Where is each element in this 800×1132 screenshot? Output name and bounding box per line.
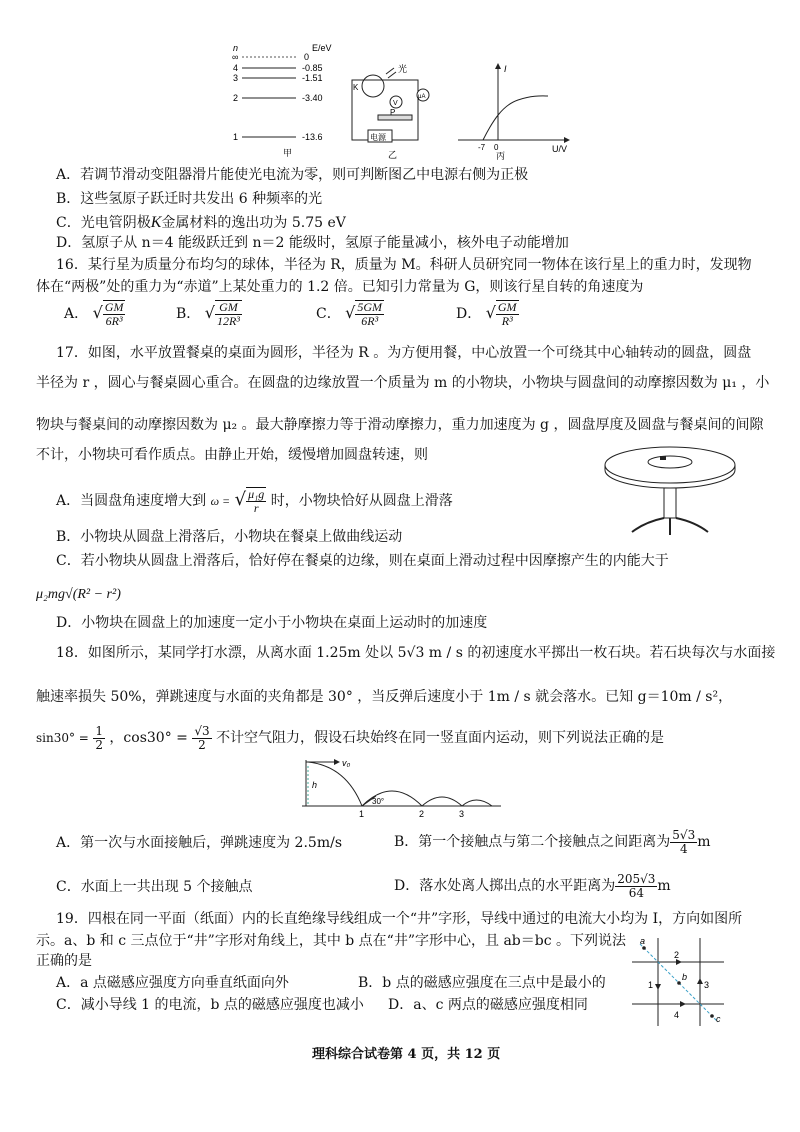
point-c-label: c (716, 1014, 721, 1024)
iu-graph-svg (448, 60, 578, 160)
level-n-3: 3 (233, 73, 239, 83)
q17-option-a: A．当圆盘角速度增大到 ω = √ $\frac{\text{μ₁g}}{r}$ 时，小物块恰好从圆盘上滑落 (56, 487, 453, 515)
q17-option-a-num: μ₁g (248, 487, 265, 501)
contact-point-2: 2 (419, 809, 425, 819)
level-n-2: 2 (233, 93, 239, 103)
iu-graph (448, 60, 578, 160)
q17-option-a-den: r (253, 501, 259, 515)
level-e-3: -1.51 (302, 73, 323, 83)
table-pedestal (664, 488, 676, 518)
q16-option-b-label: B． (176, 306, 201, 322)
light-ray-1 (386, 68, 394, 74)
q15-option-c-prefix: C．光电管阴极 (56, 215, 151, 231)
phototube (362, 75, 384, 97)
level-e-1: -13.6 (302, 132, 323, 142)
q19-stem-line3: 正确的是 (36, 953, 92, 969)
q18-stem-line3-suffix: 不计空气阻力，假设石块始终在同一竖直面内运动，则下列说法正确的是 (216, 730, 665, 746)
q19-option-b: B．b 点的磁感应强度在三点中是最小的 (358, 975, 606, 991)
q15-cathode-k: K (150, 214, 162, 231)
point-a-label: a (640, 936, 646, 946)
origin-label: 0 (494, 143, 499, 152)
n-axis-label: n (233, 43, 239, 53)
circuit-svg (348, 60, 438, 160)
slider-label: P (390, 108, 396, 117)
q18-sin30-num: 1 (95, 723, 103, 738)
q16-option-c: C． √ $\frac{5GM}{\text{6R³}}$ (316, 300, 383, 328)
q18-option-c: C．水面上一共出现 5 个接触点 (56, 879, 253, 895)
q17-option-c: C．若小物块从圆盘上滑落后，恰好停在餐桌的边缘，则在桌面上滑动过程中因摩擦产生的内能大于 (56, 553, 669, 569)
wire-3-arrow (697, 978, 703, 984)
q17-stem-line2: 半径为 r ，圆心与餐桌圆心重合。在圆盘的边缘放置一个质量为 m 的小物块，小物块与圆盘间的动摩擦因数为 μ₁ ，小 (36, 375, 770, 391)
q17-stem-line4: 不计，小物块可看作质点。由静止开始，缓慢增加圆盘转速，则 (36, 447, 428, 463)
v0-label: v₀ (342, 758, 351, 768)
q19-option-a: A．a 点磁感应强度方向垂直纸面向外 (56, 975, 289, 991)
q17-option-d: D．小物块在圆盘上的加速度一定小于小物块在桌面上运动时的加速度 (56, 615, 488, 631)
third-trajectory (422, 797, 462, 806)
i-axis-label: I (504, 64, 507, 74)
q18-sin30-den: 2 (95, 737, 103, 752)
q18-option-d-unit: m (657, 878, 671, 894)
page-footer: 理科综合试卷第 4 页，共 12 页 (312, 1047, 501, 1062)
q18-option-b-unit: m (697, 834, 711, 850)
stop-voltage-label: -7 (478, 143, 486, 152)
q18-stem-line3 (36, 720, 664, 756)
q18-sin30: sin30° = (36, 731, 89, 745)
q17-stem-line1: 17．如图，水平放置餐桌的桌面为圆形，半径为 R 。为方便用餐，中心放置一个可绕其中心轴转动的圆盘，圆盘 (56, 345, 752, 361)
q17-option-a-suffix: 时，小物块恰好从圆盘上滑落 (270, 493, 453, 509)
q16-option-d-label: D． (456, 306, 482, 322)
q18-option-d (394, 866, 671, 906)
small-block (660, 456, 666, 460)
caption-jia: 甲 (283, 148, 293, 158)
q18-cos30-den: 2 (198, 737, 206, 752)
height-label: h (312, 780, 318, 790)
q16-option-a-num: GM (104, 300, 124, 314)
q18-option-b (394, 822, 711, 862)
q17-option-a-prefix: A．当圆盘角速度增大到 (56, 493, 207, 509)
wire-4-label: 4 (674, 1010, 680, 1020)
table-svg (600, 440, 740, 540)
q16-option-b-den: 12R³ (216, 314, 240, 328)
microammeter-label: μA (418, 94, 426, 100)
fourth-trajectory (462, 800, 492, 806)
angle-label: 30° (372, 797, 385, 806)
light-ray-2 (388, 72, 396, 78)
voltmeter-label: V (393, 100, 398, 107)
wire-4-arrow (680, 1001, 686, 1007)
point-a (642, 946, 646, 950)
infinity-label: ∞ (232, 52, 239, 62)
u-axis-arrow (564, 137, 570, 143)
q15-option-c (56, 214, 346, 232)
q18-option-b-prefix: B．第一个接触点与第二个接触点之间距离为 (394, 834, 671, 850)
q16-stem-line2: 体在“两极”处的重力为“赤道”上某处重力的 1.2 倍。已知引力常量为 G，则该行星自转的角速度为 (36, 279, 644, 295)
stone-skipping-svg (296, 756, 506, 820)
q16-option-a: A． √ $\frac{GM}{\text{6R³}}$ (64, 300, 124, 328)
q19-option-d: D．a、c 两点的磁感应强度相同 (388, 997, 588, 1013)
table-leg-left (632, 518, 664, 532)
q16-option-c-label: C． (316, 306, 341, 322)
light-label: 光 (398, 64, 408, 74)
contact-point-3: 3 (459, 809, 465, 819)
i-axis-arrow (495, 63, 501, 69)
cathode-label: K (353, 83, 359, 92)
photocurrent-curve (483, 96, 548, 140)
q18-option-b-num: 5√3 (672, 827, 696, 842)
q18-option-b-den: 4 (679, 841, 688, 856)
q16-option-a-den: 6R³ (105, 314, 123, 328)
q16-option-b-num: GM (215, 301, 242, 315)
q19-option-c: C．减小导线 1 的电流，b 点的磁感应强度也减小 (56, 997, 364, 1013)
wire-grid-svg (628, 936, 728, 1028)
wire-grid-figure (628, 936, 728, 1028)
wire-1-arrow (655, 984, 661, 990)
energy-level-diagram (228, 40, 348, 158)
q18-option-d-num: 205√3 (617, 871, 656, 886)
q16-stem-line1: 16．某行星为质量分布均匀的球体，半径为 R，质量为 M。科研人员研究同一物体在该行星上的重力时，发现物 (56, 257, 752, 273)
point-b (677, 981, 681, 985)
q16-option-c-den: 6R³ (361, 314, 379, 328)
table-leg-right (676, 518, 708, 532)
zero-label: 0 (304, 52, 310, 62)
e-axis-label: E/eV (312, 43, 332, 53)
q19-stem-line1: 19．四根在同一平面（纸面）内的长直绝缘导线组成一个“井”字形，导线中通过的电流大小均为 I，方向如图所 (56, 911, 743, 927)
level-e-4: -0.85 (302, 63, 323, 73)
q18-option-a: A．第一次与水面接触后，弹跳速度为 2.5m/s (56, 835, 343, 851)
q18-stem-line2: 触速率损失 50%，弹跳速度与水面的夹角都是 30° ，当反弹后速度小于 1m / s 就会落水。已知 g＝10m / s²， (36, 689, 733, 705)
q18-option-d-prefix: D．落水处离人掷出点的水平距离为 (394, 878, 616, 894)
caption-bing: 丙 (496, 151, 506, 160)
wire-3-label: 3 (704, 980, 710, 990)
caption-yi: 乙 (388, 150, 398, 160)
q15-option-c-suffix: 金属材料的逸出功为 5.75 eV (161, 215, 346, 231)
point-b-label: b (682, 972, 688, 982)
q17-option-b: B．小物块从圆盘上滑落后，小物块在餐桌上做曲线运动 (56, 529, 403, 545)
q17-stem-line3: 物块与餐桌间的动摩擦因数为 μ₂ 。最大静摩擦力等于滑动摩擦力，重力加速度为 g ，圆盘厚度及圆盘与餐桌间的间隙 (36, 417, 764, 433)
point-c (710, 1014, 714, 1018)
q18-cos30: ，cos30° = (109, 730, 188, 746)
source-label: 电源 (370, 133, 386, 142)
q18-cos30-num: √3 (194, 723, 210, 738)
rotating-table-figure (600, 440, 740, 540)
q15-option-a: A．若调节滑动变阻器滑片能使光电流为零，则可判断图乙中电源右侧为正极 (56, 167, 529, 183)
rotating-disc (648, 456, 692, 468)
v0-arrowhead (334, 759, 340, 765)
q17-omega: ω = (210, 494, 231, 508)
q17-option-c-formula: μ₂mg√(R² − r²) (36, 587, 121, 602)
wire-2-label: 2 (674, 950, 680, 960)
second-trajectory (362, 791, 422, 806)
stone-skipping-figure (296, 756, 506, 820)
q16-option-d-num: GM (497, 300, 517, 314)
level-n-1: 1 (233, 132, 239, 142)
q19-stem-line2: 示。a、b 和 c 三点位于“井”字形对角线上，其中 b 点在“井”字形中心，且 ab＝bc 。下列说法 (36, 933, 627, 949)
u-axis-label: U/V (552, 144, 568, 154)
q15-option-d: D．氢原子从 n＝4 能级跃迁到 n＝2 能级时，氢原子能量减小，核外电子动能增加 (56, 235, 569, 251)
contact-point-1: 1 (359, 809, 365, 819)
q16-option-a-label: A． (64, 306, 89, 322)
q15-option-b: B．这些氢原子跃迁时共发出 6 种频率的光 (56, 191, 323, 207)
q16-option-c-num: 5GM (357, 300, 383, 314)
q18-stem-line1: 18．如图所示，某同学打水漂，从离水面 1.25m 处以 5√3 m / s 的初速度水平掷出一枚石块。若石块每次与水面接 (56, 645, 776, 661)
photoelectric-circuit (348, 60, 438, 160)
q18-option-d-den: 64 (628, 885, 644, 900)
q16-option-b: B． √ $\frac{GM}{\text{12R³}}$ (176, 300, 240, 328)
energy-level-svg (228, 40, 348, 158)
wire-1-label: 1 (648, 980, 654, 990)
level-e-2: -3.40 (302, 93, 323, 103)
level-n-4: 4 (233, 63, 239, 73)
q16-option-d: D． √ $\frac{GM}{\text{R³}}$ (456, 300, 517, 328)
q16-option-d-den: R³ (501, 314, 513, 328)
